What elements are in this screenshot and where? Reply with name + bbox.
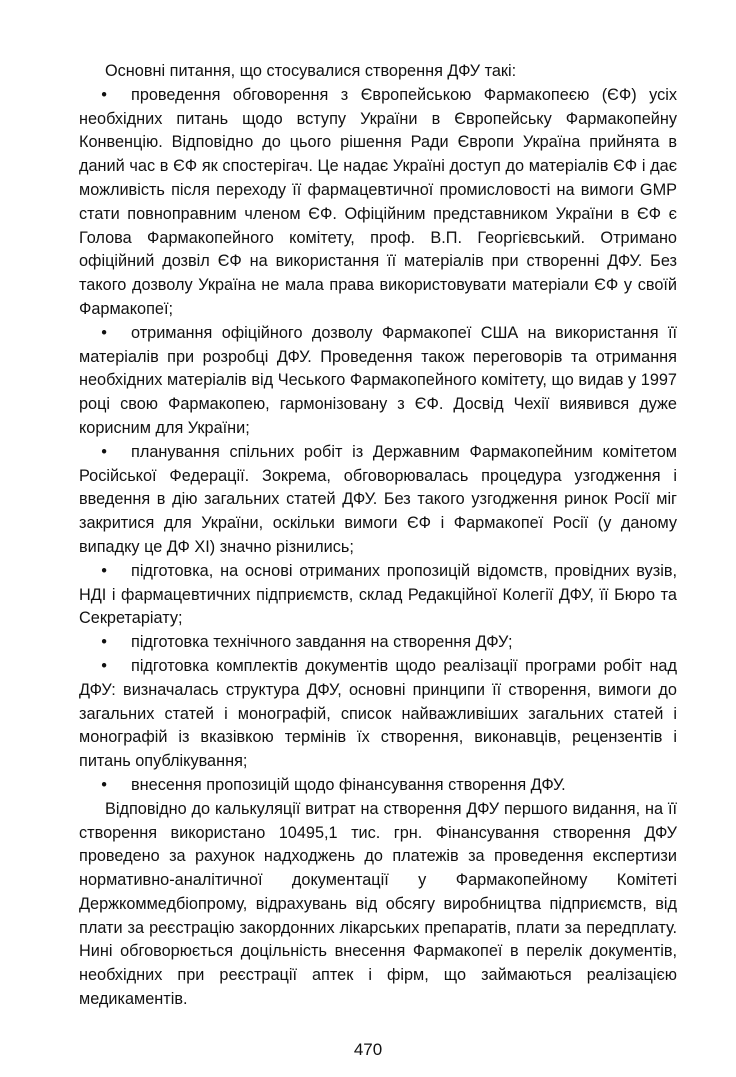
bullet-item-4: • підготовка, на основі отриманих пропозицій відомств, провідних вузів, НДІ і фармацевтичних підприємств, склад Редакційної Колегії ДФУ, її Бюро та Секретаріату; — [79, 560, 677, 631]
bullet-item-2: • отримання офіційного дозволу Фармакопеї США на використання її матеріалів при розробці ДФУ. Проведення також переговорів та отримання необхідних матеріалів від Чеського Фармакопейного комітету, що видав у 1997 році свою Фармакопею, гармонізовану з ЄФ. Досвід Чехії виявився дуже корисним для України; — [79, 322, 677, 441]
bullet-item-1: • проведення обговорення з Європейською Фармакопеєю (ЄФ) усіх необхідних питань щодо вступу України в Європейську Фармакопейну Конвенцію. Відповідно до цього рішення Ради Європи Україна прийнята в даний час в ЄФ як спостерігач. Це надає Україні доступ до матеріалів ЄФ і дає можливість після переходу її фармацевтичної промисловості на вимоги GMP стати повноправним членом ЄФ. Офіційним представником України в ЄФ є Голова Фармакопейного комітету, проф. В.П. Георгієвський. Отримано офіційний дозвіл ЄФ на використання її матеріалів при створенні ДФУ. Без такого дозволу Україна не мала права використовувати матеріали ЄФ у своїй Фармакопеї; — [79, 84, 677, 322]
document-body — [79, 60, 677, 1012]
closing-paragraph: Відповідно до калькуляції витрат на створення ДФУ першого видання, на її створення використано 10495,1 тис. грн. Фінансування створення ДФУ проведено за рахунок надходжень до платежів за проведення експертизи нормативно-аналітичної документації у Фармакопейному Комітеті Держкоммедбіопрому, відрахувань від обсягу виробництва підприємств, від плати за реєстрацію закордонних лікарських препаратів, плати за передплату. Нині обговорюється доцільність внесення Фармакопеї в перелік документів, необхідних при реєстрації аптек і фірм, що займаються реалізацією медикаментів. — [79, 799, 677, 1009]
bullet-item-3: • планування спільних робіт із Державним Фармакопейним комітетом Російської Федерації. Зокрема, обговорювалась процедура узгодження і введення в дію загальних статей ДФУ. Без такого узгодження ринок Росії міг закритися для України, оскільки вимоги ЄФ і Фармакопеї Росії (у даному випадку це ДФ XI) значно різнились; — [79, 441, 677, 560]
intro-paragraph: Основні питання, що стосувалися створення ДФУ такі: — [105, 62, 517, 80]
page-number: 470 — [353, 1040, 383, 1059]
bullet-item-6: • підготовка комплектів документів щодо реалізації програми робіт над ДФУ: визначалась структура ДФУ, основні принципи її створення, вимоги до загальних статей і монографій, список найважливіших загальних статей і монографій із вказівкою термінів їх створення, виконавців, рецензентів і питань опублікування; — [79, 655, 677, 774]
bullet-item-7: • внесення пропозицій щодо фінансування створення ДФУ. — [79, 774, 677, 798]
bullet-item-5: • підготовка технічного завдання на створення ДФУ; — [79, 631, 677, 655]
